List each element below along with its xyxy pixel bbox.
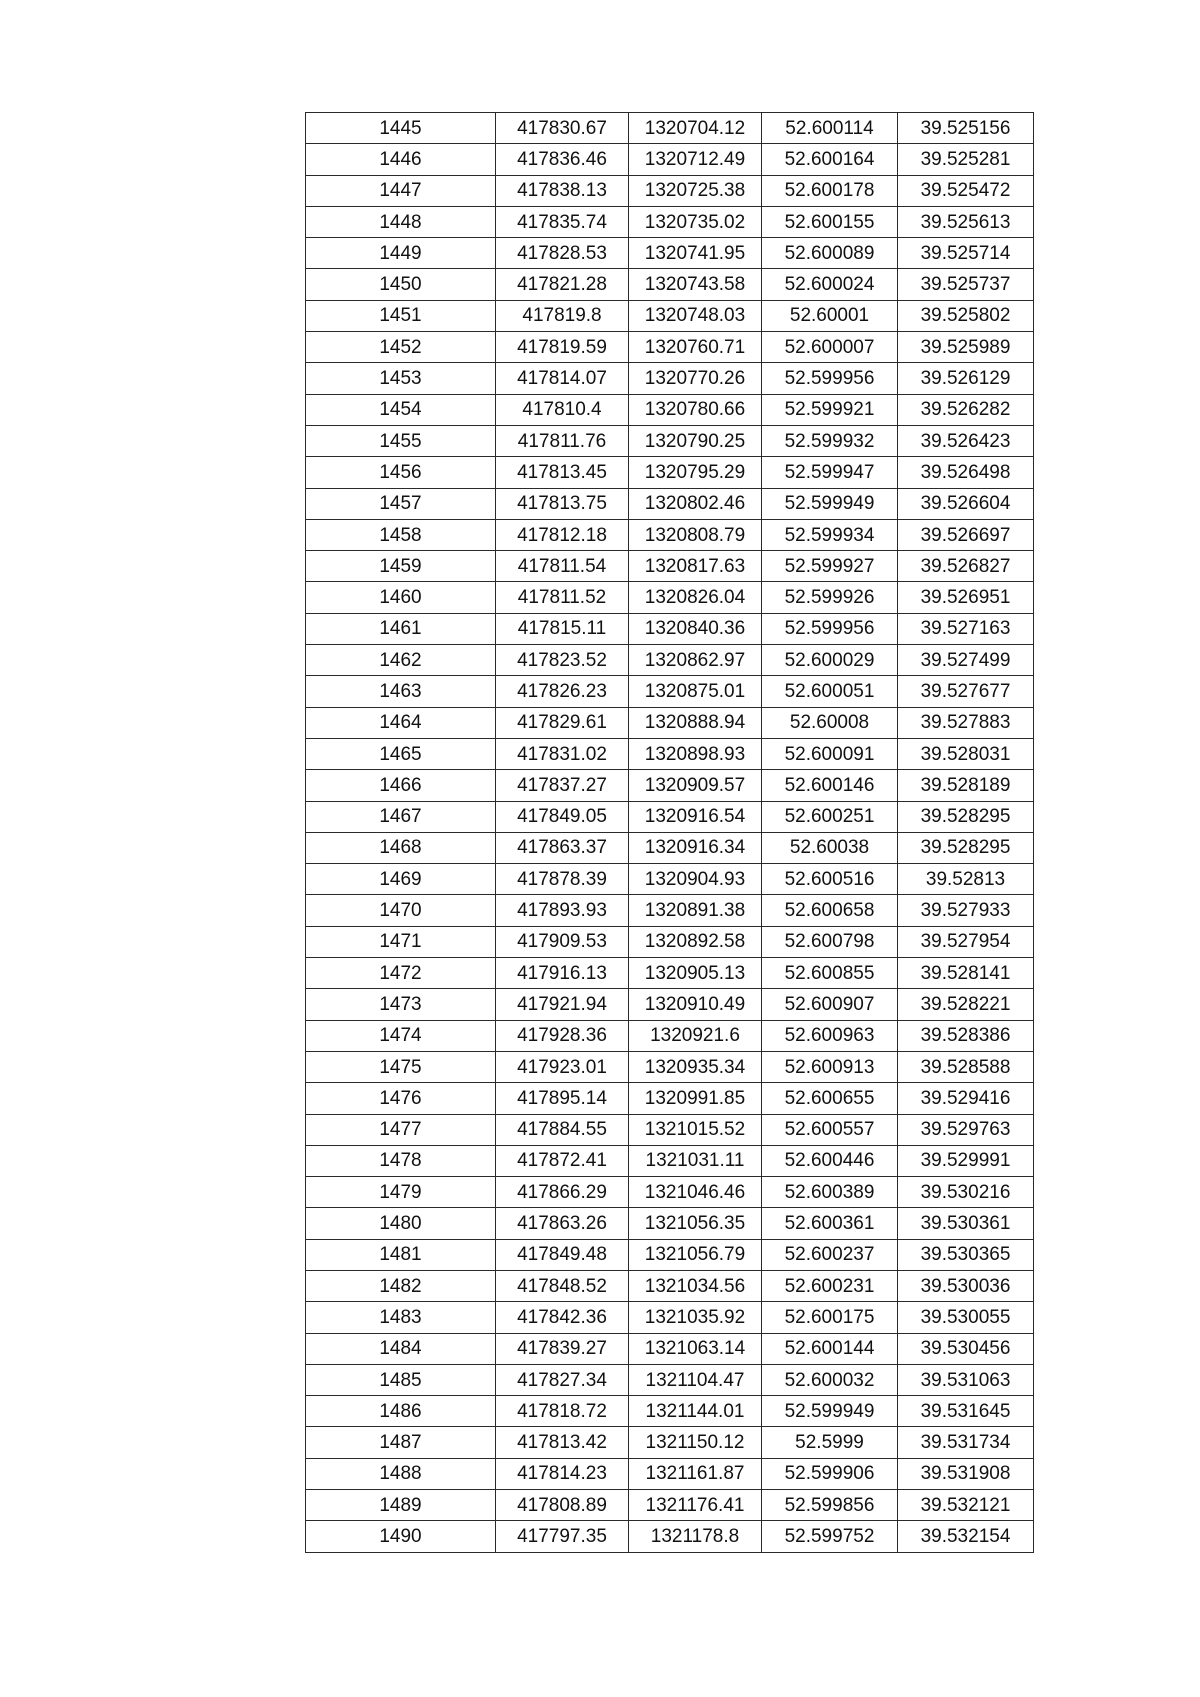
- point-number-cell: 1469: [306, 864, 496, 895]
- longitude-cell: 39.526282: [898, 394, 1034, 425]
- y-coordinate-cell: 1320891.38: [629, 895, 762, 926]
- x-coordinate-cell: 417872.41: [496, 1145, 629, 1176]
- point-number-cell: 1470: [306, 895, 496, 926]
- y-coordinate-cell: 1321056.79: [629, 1239, 762, 1270]
- y-coordinate-cell: 1321046.46: [629, 1177, 762, 1208]
- longitude-cell: 39.530055: [898, 1302, 1034, 1333]
- longitude-cell: 39.529763: [898, 1114, 1034, 1145]
- x-coordinate-cell: 417808.89: [496, 1490, 629, 1521]
- y-coordinate-cell: 1320904.93: [629, 864, 762, 895]
- point-number-cell: 1475: [306, 1051, 496, 1082]
- point-number-cell: 1490: [306, 1521, 496, 1552]
- y-coordinate-cell: 1321144.01: [629, 1396, 762, 1427]
- point-number-cell: 1455: [306, 425, 496, 456]
- latitude-cell: 52.600907: [762, 989, 898, 1020]
- latitude-cell: 52.600114: [762, 113, 898, 144]
- y-coordinate-cell: 1320910.49: [629, 989, 762, 1020]
- point-number-cell: 1459: [306, 551, 496, 582]
- x-coordinate-cell: 417811.52: [496, 582, 629, 613]
- x-coordinate-cell: 417813.75: [496, 488, 629, 519]
- longitude-cell: 39.527883: [898, 707, 1034, 738]
- y-coordinate-cell: 1320935.34: [629, 1051, 762, 1082]
- longitude-cell: 39.525156: [898, 113, 1034, 144]
- latitude-cell: 52.599932: [762, 425, 898, 456]
- table-row: [306, 175, 1034, 206]
- table-row: [306, 958, 1034, 989]
- x-coordinate-cell: 417921.94: [496, 989, 629, 1020]
- latitude-cell: 52.600091: [762, 738, 898, 769]
- y-coordinate-cell: 1320741.95: [629, 238, 762, 269]
- table-row: [306, 113, 1034, 144]
- latitude-cell: 52.5999: [762, 1427, 898, 1458]
- y-coordinate-cell: 1321035.92: [629, 1302, 762, 1333]
- y-coordinate-cell: 1320780.66: [629, 394, 762, 425]
- longitude-cell: 39.526129: [898, 363, 1034, 394]
- latitude-cell: 52.600146: [762, 770, 898, 801]
- latitude-cell: 52.600655: [762, 1083, 898, 1114]
- table-row: [306, 676, 1034, 707]
- point-number-cell: 1473: [306, 989, 496, 1020]
- point-number-cell: 1486: [306, 1396, 496, 1427]
- table-row: [306, 645, 1034, 676]
- latitude-cell: 52.600557: [762, 1114, 898, 1145]
- table-row: [306, 206, 1034, 237]
- longitude-cell: 39.525714: [898, 238, 1034, 269]
- y-coordinate-cell: 1320875.01: [629, 676, 762, 707]
- x-coordinate-cell: 417909.53: [496, 926, 629, 957]
- y-coordinate-cell: 1320743.58: [629, 269, 762, 300]
- x-coordinate-cell: 417811.76: [496, 425, 629, 456]
- table-row: [306, 1020, 1034, 1051]
- longitude-cell: 39.528189: [898, 770, 1034, 801]
- point-number-cell: 1465: [306, 738, 496, 769]
- longitude-cell: 39.527677: [898, 676, 1034, 707]
- x-coordinate-cell: 417878.39: [496, 864, 629, 895]
- point-number-cell: 1474: [306, 1020, 496, 1051]
- y-coordinate-cell: 1320802.46: [629, 488, 762, 519]
- latitude-cell: 52.60038: [762, 832, 898, 863]
- point-number-cell: 1472: [306, 958, 496, 989]
- x-coordinate-cell: 417849.05: [496, 801, 629, 832]
- y-coordinate-cell: 1321031.11: [629, 1145, 762, 1176]
- y-coordinate-cell: 1320840.36: [629, 613, 762, 644]
- latitude-cell: 52.600164: [762, 144, 898, 175]
- y-coordinate-cell: 1321161.87: [629, 1458, 762, 1489]
- latitude-cell: 52.599926: [762, 582, 898, 613]
- table-row: [306, 1051, 1034, 1082]
- latitude-cell: 52.600389: [762, 1177, 898, 1208]
- table-row: [306, 801, 1034, 832]
- x-coordinate-cell: 417837.27: [496, 770, 629, 801]
- y-coordinate-cell: 1320916.54: [629, 801, 762, 832]
- table-row: [306, 582, 1034, 613]
- y-coordinate-cell: 1320892.58: [629, 926, 762, 957]
- table-row: [306, 1083, 1034, 1114]
- point-number-cell: 1487: [306, 1427, 496, 1458]
- point-number-cell: 1450: [306, 269, 496, 300]
- point-number-cell: 1480: [306, 1208, 496, 1239]
- point-number-cell: 1466: [306, 770, 496, 801]
- point-number-cell: 1460: [306, 582, 496, 613]
- longitude-cell: 39.530365: [898, 1239, 1034, 1270]
- y-coordinate-cell: 1321104.47: [629, 1364, 762, 1395]
- latitude-cell: 52.600237: [762, 1239, 898, 1270]
- x-coordinate-cell: 417923.01: [496, 1051, 629, 1082]
- point-number-cell: 1445: [306, 113, 496, 144]
- latitude-cell: 52.600155: [762, 206, 898, 237]
- point-number-cell: 1477: [306, 1114, 496, 1145]
- point-number-cell: 1454: [306, 394, 496, 425]
- table-row: [306, 1333, 1034, 1364]
- table-row: [306, 457, 1034, 488]
- x-coordinate-cell: 417819.59: [496, 332, 629, 363]
- y-coordinate-cell: 1320826.04: [629, 582, 762, 613]
- table-row: [306, 864, 1034, 895]
- table-row: [306, 551, 1034, 582]
- latitude-cell: 52.599934: [762, 519, 898, 550]
- latitude-cell: 52.599947: [762, 457, 898, 488]
- x-coordinate-cell: 417823.52: [496, 645, 629, 676]
- x-coordinate-cell: 417827.34: [496, 1364, 629, 1395]
- x-coordinate-cell: 417813.45: [496, 457, 629, 488]
- point-number-cell: 1461: [306, 613, 496, 644]
- point-number-cell: 1468: [306, 832, 496, 863]
- y-coordinate-cell: 1320748.03: [629, 300, 762, 331]
- longitude-cell: 39.530361: [898, 1208, 1034, 1239]
- longitude-cell: 39.526604: [898, 488, 1034, 519]
- latitude-cell: 52.60001: [762, 300, 898, 331]
- latitude-cell: 52.600446: [762, 1145, 898, 1176]
- table-row: [306, 363, 1034, 394]
- longitude-cell: 39.525281: [898, 144, 1034, 175]
- x-coordinate-cell: 417836.46: [496, 144, 629, 175]
- table-row: [306, 926, 1034, 957]
- latitude-cell: 52.599956: [762, 363, 898, 394]
- y-coordinate-cell: 1320888.94: [629, 707, 762, 738]
- point-number-cell: 1464: [306, 707, 496, 738]
- x-coordinate-cell: 417839.27: [496, 1333, 629, 1364]
- latitude-cell: 52.600024: [762, 269, 898, 300]
- latitude-cell: 52.599949: [762, 488, 898, 519]
- table-row: [306, 488, 1034, 519]
- point-number-cell: 1447: [306, 175, 496, 206]
- x-coordinate-cell: 417828.53: [496, 238, 629, 269]
- table-row: [306, 832, 1034, 863]
- table-row: [306, 1302, 1034, 1333]
- y-coordinate-cell: 1321178.8: [629, 1521, 762, 1552]
- latitude-cell: 52.60008: [762, 707, 898, 738]
- latitude-cell: 52.599921: [762, 394, 898, 425]
- y-coordinate-cell: 1320725.38: [629, 175, 762, 206]
- x-coordinate-cell: 417849.48: [496, 1239, 629, 1270]
- point-number-cell: 1489: [306, 1490, 496, 1521]
- x-coordinate-cell: 417848.52: [496, 1270, 629, 1301]
- y-coordinate-cell: 1320905.13: [629, 958, 762, 989]
- longitude-cell: 39.528221: [898, 989, 1034, 1020]
- latitude-cell: 52.599956: [762, 613, 898, 644]
- y-coordinate-cell: 1320704.12: [629, 113, 762, 144]
- x-coordinate-cell: 417916.13: [496, 958, 629, 989]
- longitude-cell: 39.525472: [898, 175, 1034, 206]
- table-row: [306, 1427, 1034, 1458]
- latitude-cell: 52.599752: [762, 1521, 898, 1552]
- longitude-cell: 39.52813: [898, 864, 1034, 895]
- x-coordinate-cell: 417812.18: [496, 519, 629, 550]
- latitude-cell: 52.600007: [762, 332, 898, 363]
- longitude-cell: 39.531063: [898, 1364, 1034, 1395]
- longitude-cell: 39.532121: [898, 1490, 1034, 1521]
- point-number-cell: 1482: [306, 1270, 496, 1301]
- table-row: [306, 1458, 1034, 1489]
- table-row: [306, 394, 1034, 425]
- y-coordinate-cell: 1320898.93: [629, 738, 762, 769]
- latitude-cell: 52.600089: [762, 238, 898, 269]
- latitude-cell: 52.600658: [762, 895, 898, 926]
- latitude-cell: 52.600051: [762, 676, 898, 707]
- longitude-cell: 39.528141: [898, 958, 1034, 989]
- table-row: [306, 425, 1034, 456]
- table-row: [306, 613, 1034, 644]
- point-number-cell: 1451: [306, 300, 496, 331]
- y-coordinate-cell: 1321176.41: [629, 1490, 762, 1521]
- longitude-cell: 39.525613: [898, 206, 1034, 237]
- longitude-cell: 39.531734: [898, 1427, 1034, 1458]
- y-coordinate-cell: 1320916.34: [629, 832, 762, 863]
- point-number-cell: 1446: [306, 144, 496, 175]
- y-coordinate-cell: 1321034.56: [629, 1270, 762, 1301]
- table-row: [306, 989, 1034, 1020]
- longitude-cell: 39.527933: [898, 895, 1034, 926]
- y-coordinate-cell: 1320712.49: [629, 144, 762, 175]
- longitude-cell: 39.529991: [898, 1145, 1034, 1176]
- longitude-cell: 39.528386: [898, 1020, 1034, 1051]
- y-coordinate-cell: 1321150.12: [629, 1427, 762, 1458]
- x-coordinate-cell: 417884.55: [496, 1114, 629, 1145]
- point-number-cell: 1485: [306, 1364, 496, 1395]
- table-row: [306, 1364, 1034, 1395]
- y-coordinate-cell: 1320921.6: [629, 1020, 762, 1051]
- latitude-cell: 52.599949: [762, 1396, 898, 1427]
- y-coordinate-cell: 1320795.29: [629, 457, 762, 488]
- longitude-cell: 39.528031: [898, 738, 1034, 769]
- longitude-cell: 39.526498: [898, 457, 1034, 488]
- point-number-cell: 1479: [306, 1177, 496, 1208]
- longitude-cell: 39.530036: [898, 1270, 1034, 1301]
- longitude-cell: 39.525802: [898, 300, 1034, 331]
- table-row: [306, 1114, 1034, 1145]
- latitude-cell: 52.600144: [762, 1333, 898, 1364]
- x-coordinate-cell: 417928.36: [496, 1020, 629, 1051]
- x-coordinate-cell: 417811.54: [496, 551, 629, 582]
- x-coordinate-cell: 417842.36: [496, 1302, 629, 1333]
- latitude-cell: 52.600231: [762, 1270, 898, 1301]
- latitude-cell: 52.600029: [762, 645, 898, 676]
- point-number-cell: 1463: [306, 676, 496, 707]
- table-row: [306, 770, 1034, 801]
- y-coordinate-cell: 1320770.26: [629, 363, 762, 394]
- point-number-cell: 1478: [306, 1145, 496, 1176]
- x-coordinate-cell: 417797.35: [496, 1521, 629, 1552]
- y-coordinate-cell: 1320909.57: [629, 770, 762, 801]
- latitude-cell: 52.600251: [762, 801, 898, 832]
- point-number-cell: 1484: [306, 1333, 496, 1364]
- x-coordinate-cell: 417829.61: [496, 707, 629, 738]
- longitude-cell: 39.528588: [898, 1051, 1034, 1082]
- y-coordinate-cell: 1320808.79: [629, 519, 762, 550]
- y-coordinate-cell: 1320760.71: [629, 332, 762, 363]
- longitude-cell: 39.530456: [898, 1333, 1034, 1364]
- longitude-cell: 39.526423: [898, 425, 1034, 456]
- longitude-cell: 39.526827: [898, 551, 1034, 582]
- latitude-cell: 52.600175: [762, 1302, 898, 1333]
- y-coordinate-cell: 1320862.97: [629, 645, 762, 676]
- longitude-cell: 39.530216: [898, 1177, 1034, 1208]
- latitude-cell: 52.600361: [762, 1208, 898, 1239]
- longitude-cell: 39.527163: [898, 613, 1034, 644]
- table-row: [306, 1145, 1034, 1176]
- y-coordinate-cell: 1320790.25: [629, 425, 762, 456]
- point-number-cell: 1481: [306, 1239, 496, 1270]
- coordinates-table-body: [306, 113, 1034, 1553]
- longitude-cell: 39.526951: [898, 582, 1034, 613]
- x-coordinate-cell: 417893.93: [496, 895, 629, 926]
- y-coordinate-cell: 1320817.63: [629, 551, 762, 582]
- latitude-cell: 52.600913: [762, 1051, 898, 1082]
- point-number-cell: 1471: [306, 926, 496, 957]
- latitude-cell: 52.600855: [762, 958, 898, 989]
- table-row: [306, 1490, 1034, 1521]
- longitude-cell: 39.528295: [898, 832, 1034, 863]
- point-number-cell: 1476: [306, 1083, 496, 1114]
- y-coordinate-cell: 1320991.85: [629, 1083, 762, 1114]
- x-coordinate-cell: 417826.23: [496, 676, 629, 707]
- x-coordinate-cell: 417821.28: [496, 269, 629, 300]
- table-row: [306, 895, 1034, 926]
- longitude-cell: 39.531645: [898, 1396, 1034, 1427]
- point-number-cell: 1483: [306, 1302, 496, 1333]
- x-coordinate-cell: 417830.67: [496, 113, 629, 144]
- latitude-cell: 52.599856: [762, 1490, 898, 1521]
- longitude-cell: 39.527499: [898, 645, 1034, 676]
- point-number-cell: 1452: [306, 332, 496, 363]
- x-coordinate-cell: 417838.13: [496, 175, 629, 206]
- x-coordinate-cell: 417895.14: [496, 1083, 629, 1114]
- point-number-cell: 1453: [306, 363, 496, 394]
- table-row: [306, 238, 1034, 269]
- x-coordinate-cell: 417818.72: [496, 1396, 629, 1427]
- y-coordinate-cell: 1320735.02: [629, 206, 762, 237]
- longitude-cell: 39.526697: [898, 519, 1034, 550]
- y-coordinate-cell: 1321015.52: [629, 1114, 762, 1145]
- table-row: [306, 332, 1034, 363]
- latitude-cell: 52.599927: [762, 551, 898, 582]
- table-row: [306, 1177, 1034, 1208]
- point-number-cell: 1449: [306, 238, 496, 269]
- point-number-cell: 1467: [306, 801, 496, 832]
- y-coordinate-cell: 1321056.35: [629, 1208, 762, 1239]
- table-row: [306, 1270, 1034, 1301]
- table-row: [306, 707, 1034, 738]
- x-coordinate-cell: 417813.42: [496, 1427, 629, 1458]
- point-number-cell: 1462: [306, 645, 496, 676]
- longitude-cell: 39.525989: [898, 332, 1034, 363]
- latitude-cell: 52.600963: [762, 1020, 898, 1051]
- x-coordinate-cell: 417863.37: [496, 832, 629, 863]
- latitude-cell: 52.600516: [762, 864, 898, 895]
- latitude-cell: 52.600032: [762, 1364, 898, 1395]
- latitude-cell: 52.600178: [762, 175, 898, 206]
- y-coordinate-cell: 1321063.14: [629, 1333, 762, 1364]
- table-row: [306, 1396, 1034, 1427]
- x-coordinate-cell: 417835.74: [496, 206, 629, 237]
- point-number-cell: 1457: [306, 488, 496, 519]
- table-row: [306, 269, 1034, 300]
- table-row: [306, 1208, 1034, 1239]
- latitude-cell: 52.600798: [762, 926, 898, 957]
- longitude-cell: 39.527954: [898, 926, 1034, 957]
- longitude-cell: 39.531908: [898, 1458, 1034, 1489]
- x-coordinate-cell: 417814.07: [496, 363, 629, 394]
- table-row: [306, 738, 1034, 769]
- x-coordinate-cell: 417831.02: [496, 738, 629, 769]
- x-coordinate-cell: 417810.4: [496, 394, 629, 425]
- longitude-cell: 39.525737: [898, 269, 1034, 300]
- table-row: [306, 1521, 1034, 1552]
- x-coordinate-cell: 417814.23: [496, 1458, 629, 1489]
- longitude-cell: 39.532154: [898, 1521, 1034, 1552]
- x-coordinate-cell: 417863.26: [496, 1208, 629, 1239]
- point-number-cell: 1448: [306, 206, 496, 237]
- coordinates-table: [305, 112, 1034, 1553]
- latitude-cell: 52.599906: [762, 1458, 898, 1489]
- longitude-cell: 39.528295: [898, 801, 1034, 832]
- table-row: [306, 519, 1034, 550]
- x-coordinate-cell: 417819.8: [496, 300, 629, 331]
- table-row: [306, 144, 1034, 175]
- longitude-cell: 39.529416: [898, 1083, 1034, 1114]
- point-number-cell: 1488: [306, 1458, 496, 1489]
- point-number-cell: 1458: [306, 519, 496, 550]
- point-number-cell: 1456: [306, 457, 496, 488]
- table-row: [306, 300, 1034, 331]
- x-coordinate-cell: 417866.29: [496, 1177, 629, 1208]
- table-row: [306, 1239, 1034, 1270]
- x-coordinate-cell: 417815.11: [496, 613, 629, 644]
